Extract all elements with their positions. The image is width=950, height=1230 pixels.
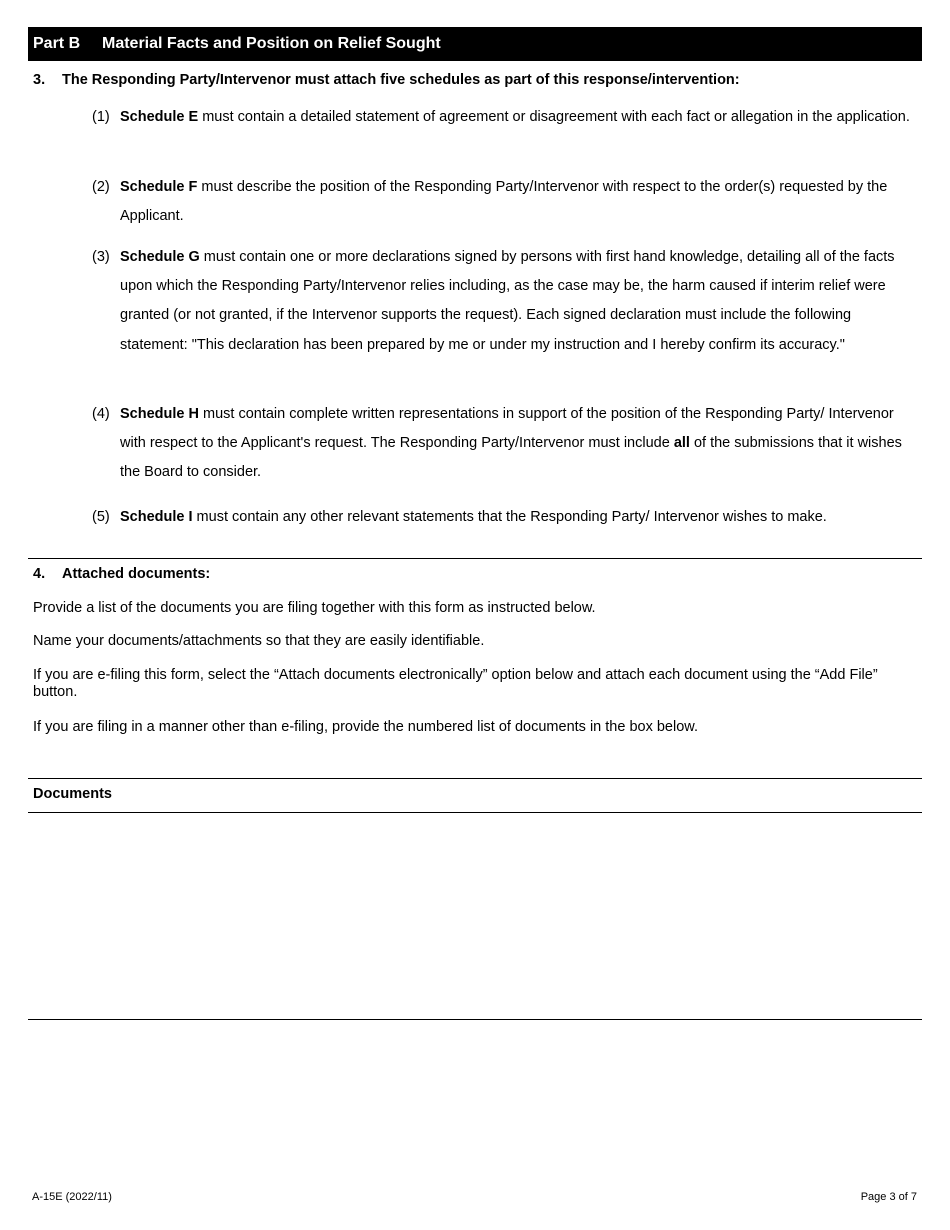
page-number: Page 3 of 7 bbox=[860, 1191, 917, 1203]
section-3-number: 3. bbox=[33, 72, 46, 88]
schedule-name: Schedule I bbox=[120, 509, 193, 525]
section-3-title: The Responding Party/Intervenor must attach five schedules as part of this response/intervention: bbox=[62, 72, 740, 88]
schedule-e-item bbox=[92, 103, 922, 132]
section-3-heading bbox=[33, 72, 740, 88]
instruction-paragraph: If you are e-filing this form, select the “Attach documents electronically” option below and attach each document using the “Add File” button. bbox=[33, 667, 878, 700]
item-number: (5) bbox=[92, 509, 110, 525]
schedule-text: must contain any other relevant statements that the Responding Party/ Intervenor wishes to make. bbox=[192, 509, 827, 525]
schedule-text: must contain one or more declarations signed by persons with first hand knowledge, detailing all of the facts upon which the Responding Party/Intervenor relies including, as the case may be, the harm caused if interim relief were granted (or not granted, if the Intervenor supports the request). Each signed declaration must include the following statement: "This declaration has been prepared by me or under my instruction and I hereby confirm its accuracy." bbox=[120, 249, 895, 353]
schedule-name: Schedule G bbox=[120, 249, 200, 265]
schedule-i-item bbox=[92, 503, 922, 532]
schedule-h-item bbox=[92, 400, 922, 488]
section-divider bbox=[28, 558, 922, 559]
part-title: Material Facts and Position on Relief Sought bbox=[102, 35, 441, 52]
instruction-paragraph: Name your documents/attachments so that they are easily identifiable. bbox=[33, 633, 485, 649]
part-b-header bbox=[28, 27, 922, 61]
documents-box[interactable] bbox=[28, 813, 922, 1018]
documents-bottom-rule bbox=[28, 1019, 922, 1020]
schedule-name: Schedule E bbox=[120, 109, 199, 125]
schedule-text: must contain complete written representations in support of the position of the Responding Party/ Intervenor with respect to the Applicant's request. The Responding Party/Intervenor must include bbox=[120, 406, 894, 452]
emphasis-all: all bbox=[673, 435, 690, 452]
documents-label: Documents bbox=[33, 786, 112, 802]
item-number: (4) bbox=[92, 406, 110, 422]
item-number: (3) bbox=[92, 249, 110, 265]
schedule-text-cont: of the submissions that it wishes the Board to consider. bbox=[120, 435, 902, 481]
item-number: (2) bbox=[92, 179, 110, 195]
schedule-text: must contain a detailed statement of agreement or disagreement with each fact or allegation in the application. bbox=[198, 109, 910, 125]
form-id: A-15E (2022/11) bbox=[32, 1191, 112, 1203]
instruction-paragraph: Provide a list of the documents you are filing together with this form as instructed below. bbox=[33, 600, 596, 616]
schedule-name: Schedule H bbox=[120, 406, 199, 422]
section-4-number: 4. bbox=[33, 566, 46, 582]
schedule-g-item bbox=[92, 243, 922, 360]
section-4-title: Attached documents: bbox=[62, 566, 211, 582]
item-number: (1) bbox=[92, 109, 110, 125]
schedule-text: must describe the position of the Responding Party/Intervenor with respect to the order(s) requested by the Applicant. bbox=[120, 179, 888, 225]
documents-top-rule bbox=[28, 778, 922, 779]
schedule-f-item bbox=[92, 173, 922, 231]
section-4-heading bbox=[33, 566, 210, 582]
instruction-paragraph: If you are filing in a manner other than e-filing, provide the numbered list of documents in the box below. bbox=[33, 719, 698, 735]
schedule-name: Schedule F bbox=[120, 179, 198, 195]
part-label: Part B bbox=[33, 35, 81, 52]
